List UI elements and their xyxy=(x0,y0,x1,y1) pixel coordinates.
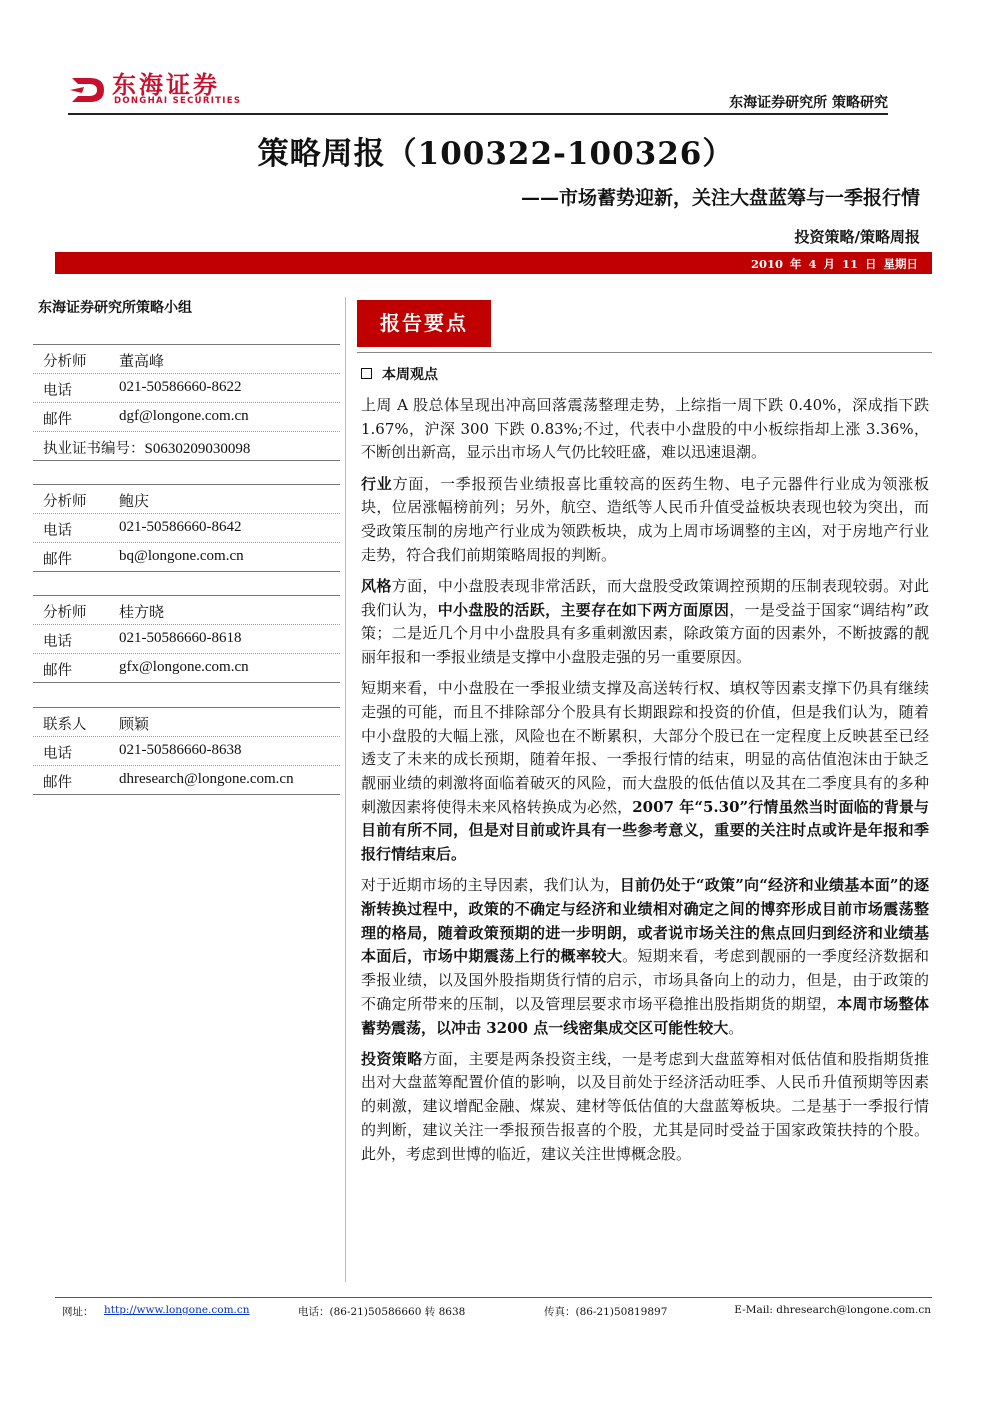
paragraph-emphasis: 本周市场整体蓄势震荡，以冲击 3200 点一线密集成交区可能性较大 xyxy=(361,994,929,1037)
paragraph-text: 对于近期市场的主导因素，我们认为， xyxy=(361,876,620,895)
footer-phone: 电话：(86-21)50586660 转 8638 xyxy=(298,1306,466,1318)
logo-text-cn: 东海证券 xyxy=(112,71,220,99)
contact-email[interactable]: bq@longone.com.cn xyxy=(119,548,244,564)
certificate xyxy=(43,437,250,458)
contact-value: 董高峰 xyxy=(119,354,165,370)
contact-value: 顾颖 xyxy=(119,717,150,733)
contact-key: 邮件 xyxy=(43,412,72,428)
footer-divider xyxy=(55,1297,932,1298)
contact-key: 电话 xyxy=(43,523,72,539)
report-title: 策略周报（100322-100326） xyxy=(257,136,735,172)
contact-row xyxy=(33,625,340,654)
brand-label: 东海证券研究所 策略研究 xyxy=(729,95,888,111)
paragraph-emphasis: 2007 年“5.30”行情虽然当时面临的背景与目前有所不同，但是对目前或许具有一些参考意义，重要的关注时点或许是年报和季报行情结束后。 xyxy=(361,797,929,864)
contact-key: 邮件 xyxy=(43,775,72,791)
contact-key: 电话 xyxy=(43,746,72,762)
paragraph-emphasis: 目前仍处于“政策”向“经济和业绩基本面”的逐渐转换过程中，政策的不确定与经济和业绩相对确定之间的博弈形成目前市场震荡整理的格局，随着政策预期的进一步明朗，或者说市场关注的焦点回归到经济和业绩基本面后，市场中期震荡上行的概率较大 xyxy=(361,876,929,966)
footer-email[interactable]: E-Mail: dhresearch@longone.com.cn xyxy=(734,1304,931,1316)
contact-value: 021-50586660-8638 xyxy=(119,742,242,758)
contact-value: 021-50586660-8642 xyxy=(119,519,242,535)
donghai-logo-icon xyxy=(68,74,108,106)
certificate-label: 执业证书编号： xyxy=(43,441,145,457)
contact-key: 分析师 xyxy=(43,494,87,510)
report-category: 投资策略/策略周报 xyxy=(794,228,920,246)
contact-value: 021-50586660-8622 xyxy=(119,379,242,395)
contact-key: 分析师 xyxy=(43,354,87,370)
footer-web-label: 网址： xyxy=(62,1306,94,1318)
contact-value: 021-50586660-8618 xyxy=(119,630,242,646)
checkbox-bullet-icon xyxy=(361,368,372,379)
contact-card xyxy=(33,707,340,795)
contact-row xyxy=(33,737,340,766)
contact-email[interactable]: dgf@longone.com.cn xyxy=(119,408,249,424)
paragraph-text: 方面，中小盘股表现非常活跃，而大盘股受政策调控预期的压制表现较弱。对此我们认为， xyxy=(361,576,929,619)
header-divider xyxy=(68,113,888,115)
paragraph-text: 方面，一季报预告业绩报喜比重较高的医药生物、电子元器件行业成为领涨板块，位居涨幅榜前列；另外，航空、造纸等人民币升值受益板块表现也较为突出，而受政策压制的房地产行业成为领跌板块，成为上周市场调整的主凶，对于房地产行业走势，符合我们前期策略周报的判断。 xyxy=(361,474,929,564)
paragraph-emphasis: 中小盘股的活跃，主要存在如下两方面原因 xyxy=(437,600,730,619)
section-heading xyxy=(361,364,438,384)
contact-key: 邮件 xyxy=(43,663,72,679)
contact-card xyxy=(33,595,340,683)
paragraph-text: 。 xyxy=(728,1018,744,1037)
contact-row xyxy=(33,403,340,432)
contact-value: 桂方晓 xyxy=(119,605,165,621)
donghai-logo xyxy=(68,72,258,108)
report-date: 2010 年 4 月 11 日 星期日 xyxy=(750,257,918,271)
contact-email[interactable]: gfx@longone.com.cn xyxy=(119,659,249,675)
logo-text-en: DONGHAI SECURITIES xyxy=(114,96,242,106)
contact-key: 联系人 xyxy=(43,717,87,733)
contact-row xyxy=(33,596,340,625)
contact-card xyxy=(33,484,340,572)
paragraph-style xyxy=(361,575,929,670)
column-divider xyxy=(345,297,346,1282)
paragraph-market: 上周 A 股总体呈现出冲高回落震荡整理走势，上综指一周下跌 0.40%，深成指下跌 1.67%，沪深 300 下跌 0.83%;不过，代表中小盘股的中小板综指却上涨 3.36%，不断创出新高，显示出市场人气仍比较旺盛，难以迅速退潮。 xyxy=(361,396,929,462)
paragraph-drivers xyxy=(361,874,929,1040)
contact-row xyxy=(33,514,340,543)
paragraph-text: 。短期来看，考虑到靓丽的一季度经济数据和季报业绩，以及国外股指期货行情的启示，市场具备向上的动力，但是，由于政策的不确定所带来的压制，以及管理层要求市场平稳推出股指期货的期望， xyxy=(361,947,929,1013)
contact-email[interactable]: dhresearch@longone.com.cn xyxy=(119,771,294,787)
contact-key: 邮件 xyxy=(43,552,72,568)
contact-key: 电话 xyxy=(43,383,72,399)
contact-row xyxy=(33,485,340,514)
contact-key: 电话 xyxy=(43,634,72,650)
paragraph-lead: 行业 xyxy=(361,474,393,493)
contact-row xyxy=(33,766,340,794)
paragraph-text: 方面，主要是两条投资主线，一是考虑到大盘蓝筹相对低估值和股指期货推出对大盘蓝筹配置价值的影响，以及目前处于经济活动旺季、人民币升值预期等因素的刺激，建议增配金融、煤炭、建材等低估值的大盘蓝筹板块。二是基于一季报行情的判断，建议关注一季报预告报喜的个股，尤其是同时受益于国家政策扶持的个股。此外，考虑到世博的临近，建议关注世博概念股。 xyxy=(361,1049,929,1163)
footer-fax: 传真：(86-21)50819897 xyxy=(544,1306,668,1318)
paragraph-lead: 风格 xyxy=(361,576,392,595)
website-link[interactable]: http://www.longone.com.cn xyxy=(104,1304,250,1316)
report-subtitle: ——市场蓄势迎新，关注大盘蓝筹与一季报行情 xyxy=(520,187,920,209)
date-bar xyxy=(55,252,932,274)
report-body xyxy=(361,394,929,1174)
paragraph-text: ，一是受益于国家“调结构”政策；二是近几个月中小盘股具有多重刺激因素，除政策方面的因素外，不断披露的靓丽年报和一季报业绩是支撑中小盘股走强的另一重要原因。 xyxy=(361,600,929,667)
paragraph-lead: 投资策略 xyxy=(361,1049,423,1068)
contact-card xyxy=(33,344,340,461)
paragraph-strategy xyxy=(361,1048,929,1167)
summary-heading: 报告要点 xyxy=(357,300,491,347)
contact-row xyxy=(33,654,340,682)
section-heading-text: 本周观点 xyxy=(382,367,438,383)
summary-divider xyxy=(357,352,932,353)
contact-row xyxy=(33,708,340,737)
contact-row xyxy=(33,543,340,571)
team-name: 东海证券研究所策略小组 xyxy=(38,300,192,316)
contact-row xyxy=(33,374,340,403)
paragraph-text: 短期来看，中小盘股在一季报业绩支撑及高送转行权、填权等因素支撑下仍具有继续走强的可能，而且不排除部分个股具有长期跟踪和投资的价值，但是我们认为，随着中小盘股的大幅上涨，风险也在不断累积，大部分个股已在一定程度上反映甚至已经透支了未来的成长预期，随着年报、一季报行情的结束，明显的高估值泡沫由于缺乏靓丽业绩的刺激将面临着破灭的风险，而大盘股的低估值以及其在二季度具有的多种刺激因素将使得未来风格转换成为必然， xyxy=(361,679,929,816)
contact-row xyxy=(33,432,340,460)
contact-row xyxy=(33,345,340,374)
paragraph-industry xyxy=(361,473,929,568)
certificate-number: S0630209030098 xyxy=(144,441,251,457)
contact-key: 分析师 xyxy=(43,605,87,621)
paragraph-outlook xyxy=(361,677,929,867)
contact-value: 鲍庆 xyxy=(119,494,150,510)
